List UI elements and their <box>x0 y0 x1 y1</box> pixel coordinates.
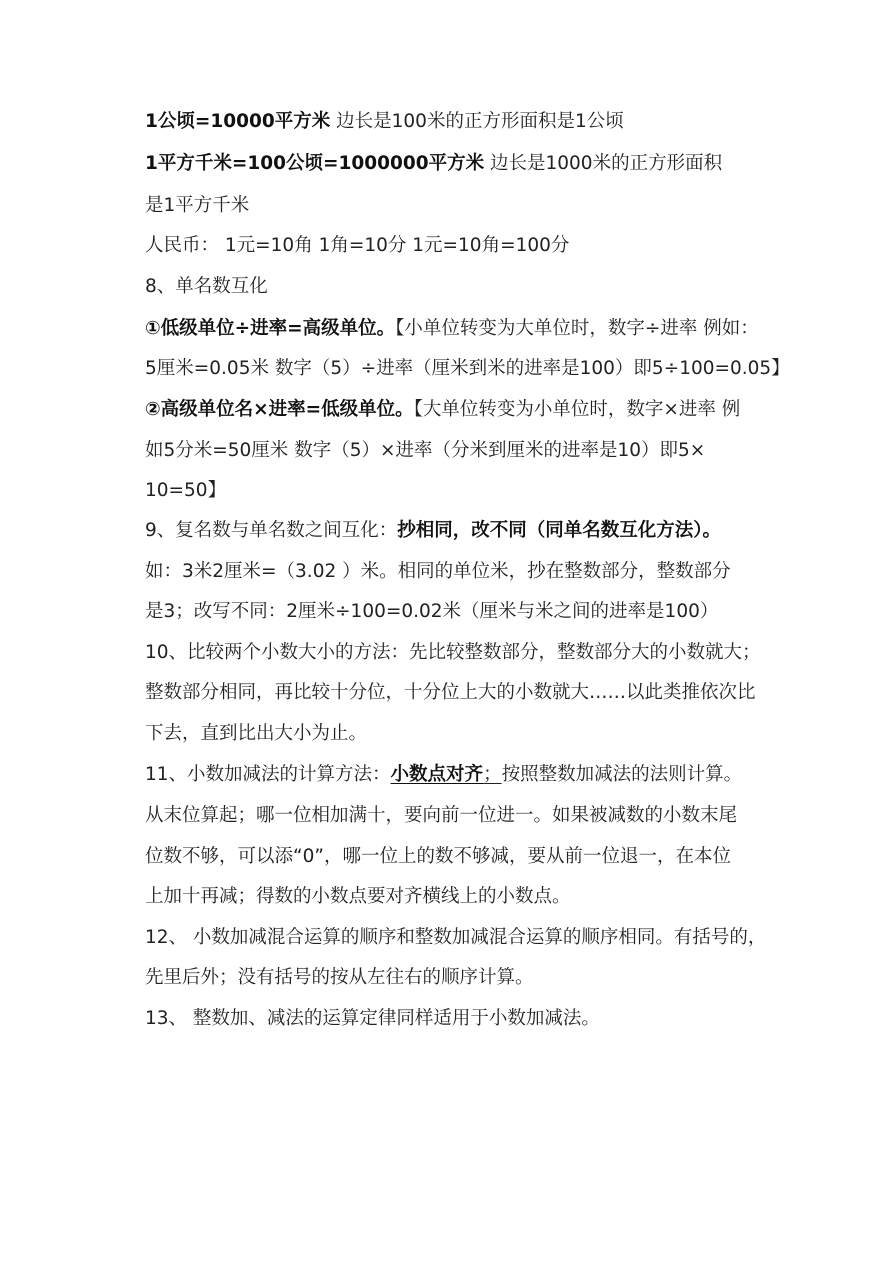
section-heading-10 <box>145 641 761 665</box>
text-run: 整数部分相同，再比较十分位，十分位上大的小数就大……以此类推依次比 <box>145 682 756 703</box>
section-heading-8 <box>145 275 755 299</box>
text-run: ； <box>483 764 502 785</box>
text-run: 按照整数加减法的法则计算。 <box>501 764 743 785</box>
text-run: 如：3米2厘米=（3.02 ）米。相同的单位米，抄在整数部分，整数部分 <box>145 561 731 582</box>
text-run: 从末位算起；哪一位相加满十，要向前一位进一。如果被减数的小数末尾 <box>145 805 738 826</box>
section-heading-11 <box>145 763 755 787</box>
text-run: 10、比较两个小数大小的方法：先比较整数部分，整数部分大的小数就大； <box>145 642 761 663</box>
emphasized-text: ①低级单位÷进率=高级单位。 <box>145 318 396 339</box>
emphasized-text: ②高级单位名×进率=低级单位。 <box>145 399 414 420</box>
text-run: 9、复名数与单名数之间互化： <box>145 520 398 541</box>
text-run: 【大单位转变为小单位时，数字×进率 例 <box>413 399 741 420</box>
text-run: 先里后外；没有括号的按从左往右的顺序计算。 <box>145 967 534 988</box>
emphasized-text: 1平方千米=100公顷=1000000平方米 <box>145 153 485 174</box>
text-line <box>145 722 755 746</box>
text-run: 边长是1000米的正方形面积 <box>484 153 723 174</box>
section-heading-12 <box>145 926 767 950</box>
emphasized-text: 1公顷=10000平方米 <box>145 111 331 132</box>
text-run: 8、单名数互化 <box>145 276 268 297</box>
text-line <box>145 439 755 463</box>
text-line <box>145 600 755 624</box>
text-run: 是3；改写不同：2厘米÷100=0.02米（厘米与米之间的进率是100） <box>145 601 719 622</box>
text-line <box>145 234 755 258</box>
text-run: 边长是100米的正方形面积是1公顷 <box>330 111 624 132</box>
text-run: 上加十再减；得数的小数点要对齐横线上的小数点。 <box>145 886 571 907</box>
section-heading-13 <box>145 1007 755 1031</box>
text-run: 下去，直到比出大小为止。 <box>145 723 368 744</box>
text-line <box>145 681 755 705</box>
emphasized-text: 小数点对齐 <box>390 764 484 785</box>
text-run: 位数不够，可以添“0”，哪一位上的数不够减，要从前一位退一，在本位 <box>145 846 731 867</box>
text-line <box>145 398 755 422</box>
text-line <box>145 885 755 909</box>
text-run: 13、 整数加、减法的运算定律同样适用于小数加减法。 <box>145 1008 600 1029</box>
text-line <box>145 479 755 503</box>
text-run: 10=50】 <box>145 480 227 501</box>
emphasized-text: 抄相同，改不同（同单名数互化方法）。 <box>397 520 722 541</box>
text-run: 如5分米=50厘米 数字（5）×进率（分米到厘米的进率是10）即5× <box>145 440 706 461</box>
text-line <box>145 804 755 828</box>
text-run: 是1平方千米 <box>145 195 250 216</box>
text-line <box>145 194 755 218</box>
text-run: 11、小数加减法的计算方法： <box>145 764 391 785</box>
text-run: 12、 小数加减混合运算的顺序和整数加减混合运算的顺序相同。有括号的， <box>145 927 767 948</box>
text-run: 5厘米=0.05米 数字（5）÷进率（厘米到米的进率是100）即5÷100=0.05】 <box>145 358 790 379</box>
text-line <box>145 966 755 990</box>
text-line <box>145 845 755 869</box>
text-line <box>145 560 755 584</box>
text-run: 人民币： 1元=10角 1角=10分 1元=10角=100分 <box>145 235 570 256</box>
text-line <box>145 152 755 176</box>
text-line <box>145 110 755 134</box>
section-heading-9 <box>145 519 755 543</box>
text-line <box>145 317 759 341</box>
text-run: 【小单位转变为大单位时，数字÷进率 例如： <box>395 318 759 339</box>
text-line <box>145 357 790 381</box>
